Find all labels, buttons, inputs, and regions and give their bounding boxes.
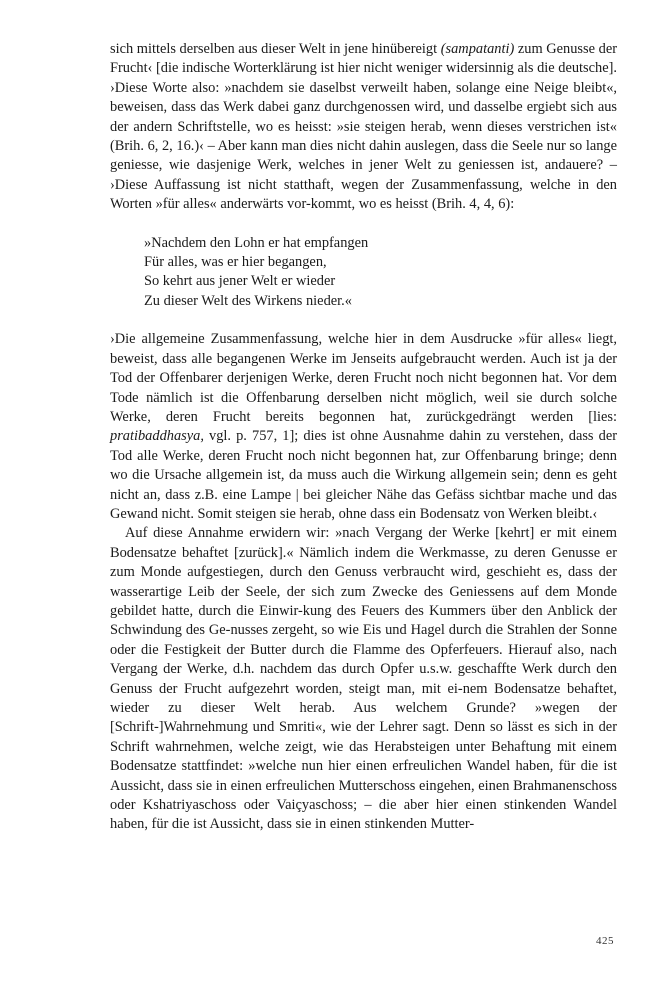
paragraph-2-italic-term: pratibaddhasya, (110, 428, 204, 445)
paragraph-1-text-b: zum Genusse der Frucht‹ [die indische Worterklärung ist hier nicht weniger widersinnig als die deutsche]. ›Diese Worte also: »nachdem sie daselbst verweilt haben, solange eine Neige bleibt«, beweisen, dass das Werk dabei ganz durchgenossen wird, und dasselbe ergiebt sich aus der andern Schriftstelle, wo es heisst: »sie steigen herab, wenn dieses verstrichen ist« (Brih. 6, 2, 16.)‹ – Aber kann man dies nicht dahin auslegen, dass die Seele nur so lange geniesse, wie dasjenige Werk, welches in jener Welt zu geniessen ist, andauere? – ›Diese Auffassung ist nicht statthaft, wegen der Zusammenfassung, welche in den Worten »für alles« anderwärts vor-kommt, wo es heisst (Brih. 4, 4, 6): (110, 41, 617, 213)
paragraph-2-text-b: vgl. p. 757, 1]; dies ist ohne Ausnahme dahin zu verstehen, dass der Tod alle Werke, deren Frucht noch nicht begonnen hat, zur Offenbarung bringe; denn wo die Ursache allgemein ist, da muss auch die Wirkung allgemein sein; denn es geht nicht an, dass z.B. eine Lampe | bei gleicher Nähe das Gefäss sichtbar mache und das Gewand nicht. Somit steigen sie herab, ohne dass ein Bodensatz von Werken bleibt.‹ (110, 428, 617, 522)
verse-line: Für alles, was er hier begangen, (144, 254, 327, 271)
paragraph-2-text-a: ›Die allgemeine Zusammenfassung, welche hier in dem Ausdrucke »für alles« liegt, beweist, dass alle begangenen Werke im Jenseits aufgebraucht werden. Auch ist ja der Tod der Offenbarer derjenigen Werke, deren Frucht noch nicht begonnen hat. Vor dem Tode nämlich ist die Offenbarung derselben nicht möglich, weil sie durch solche Werke, deren Frucht bereits begonnen hat, zurückgedrängt werden [lies: (110, 331, 617, 425)
page-body (110, 40, 617, 835)
verse-line: »Nachdem den Lohn er hat empfangen (144, 234, 369, 251)
paragraph-1-italic-term: (sampatanti) (440, 41, 515, 57)
verse-line: So kehrt aus jener Welt er wieder (144, 273, 336, 290)
paragraph-1-text-a: sich mittels derselben aus dieser Welt in jene hinübereigt (110, 41, 441, 57)
verse-quote (144, 234, 617, 312)
paragraph-3: Auf diese Annahme erwidern wir: »nach Vergang der Werke [kehrt] er mit einem Bodensatze behaftet [zurück].« Nämlich indem die Werkmasse, zu deren Genusse er zum Monde aufgestiegen, durch den Genuss verbraucht wird, geschieht es, dass der wasserartige Leib der Seele, der sich zum Zwecke des Geniessens auf dem Monde gebildet hatte, durch die Einwir-kung des Feuers des Kummers über den Anblick der Schwindung des Ge-nusses zergeht, so wie Eis und Hagel durch die Strahlen der Sonne oder die Festigkeit der Butter durch die Flamme des Opferfeuers. Hierauf also, nach Vergang der Werke, d.h. nachdem das durch Opfer u.s.w. geschaffte Werk durch den Genuss der Frucht aufgezehrt worden, steigt man, mit ei-nem Bodensatze behaftet, wieder zu dieser Welt herab. Aus welchem Grunde? »wegen der [Schrift-]Wahrnehmung und Smriti«, wie der Lehrer sagt. Denn so lässt es sich in der Schrift wahrnehmen, welche zeigt, wie das Herabsteigen unter Behaftung mit einem Bodensatze stattfindet: »welche nun hier einen erfreulichen Wandel haben, für die ist Aussicht, dass sie in einen erfreulichen Mutterschoss eingehen, einen Brahmanenschoss oder Kshatriyaschoss oder Vaiçyaschoss; – die aber hier einen stinkenden Wandel haben, für die ist Aussicht, dass sie in einen stinkenden Mutter- (110, 525, 617, 833)
paragraph-2 (110, 330, 617, 524)
paragraph-1 (110, 40, 617, 215)
page-number: 425 (596, 935, 614, 947)
verse-line: Zu dieser Welt des Wirkens nieder.« (144, 292, 352, 309)
